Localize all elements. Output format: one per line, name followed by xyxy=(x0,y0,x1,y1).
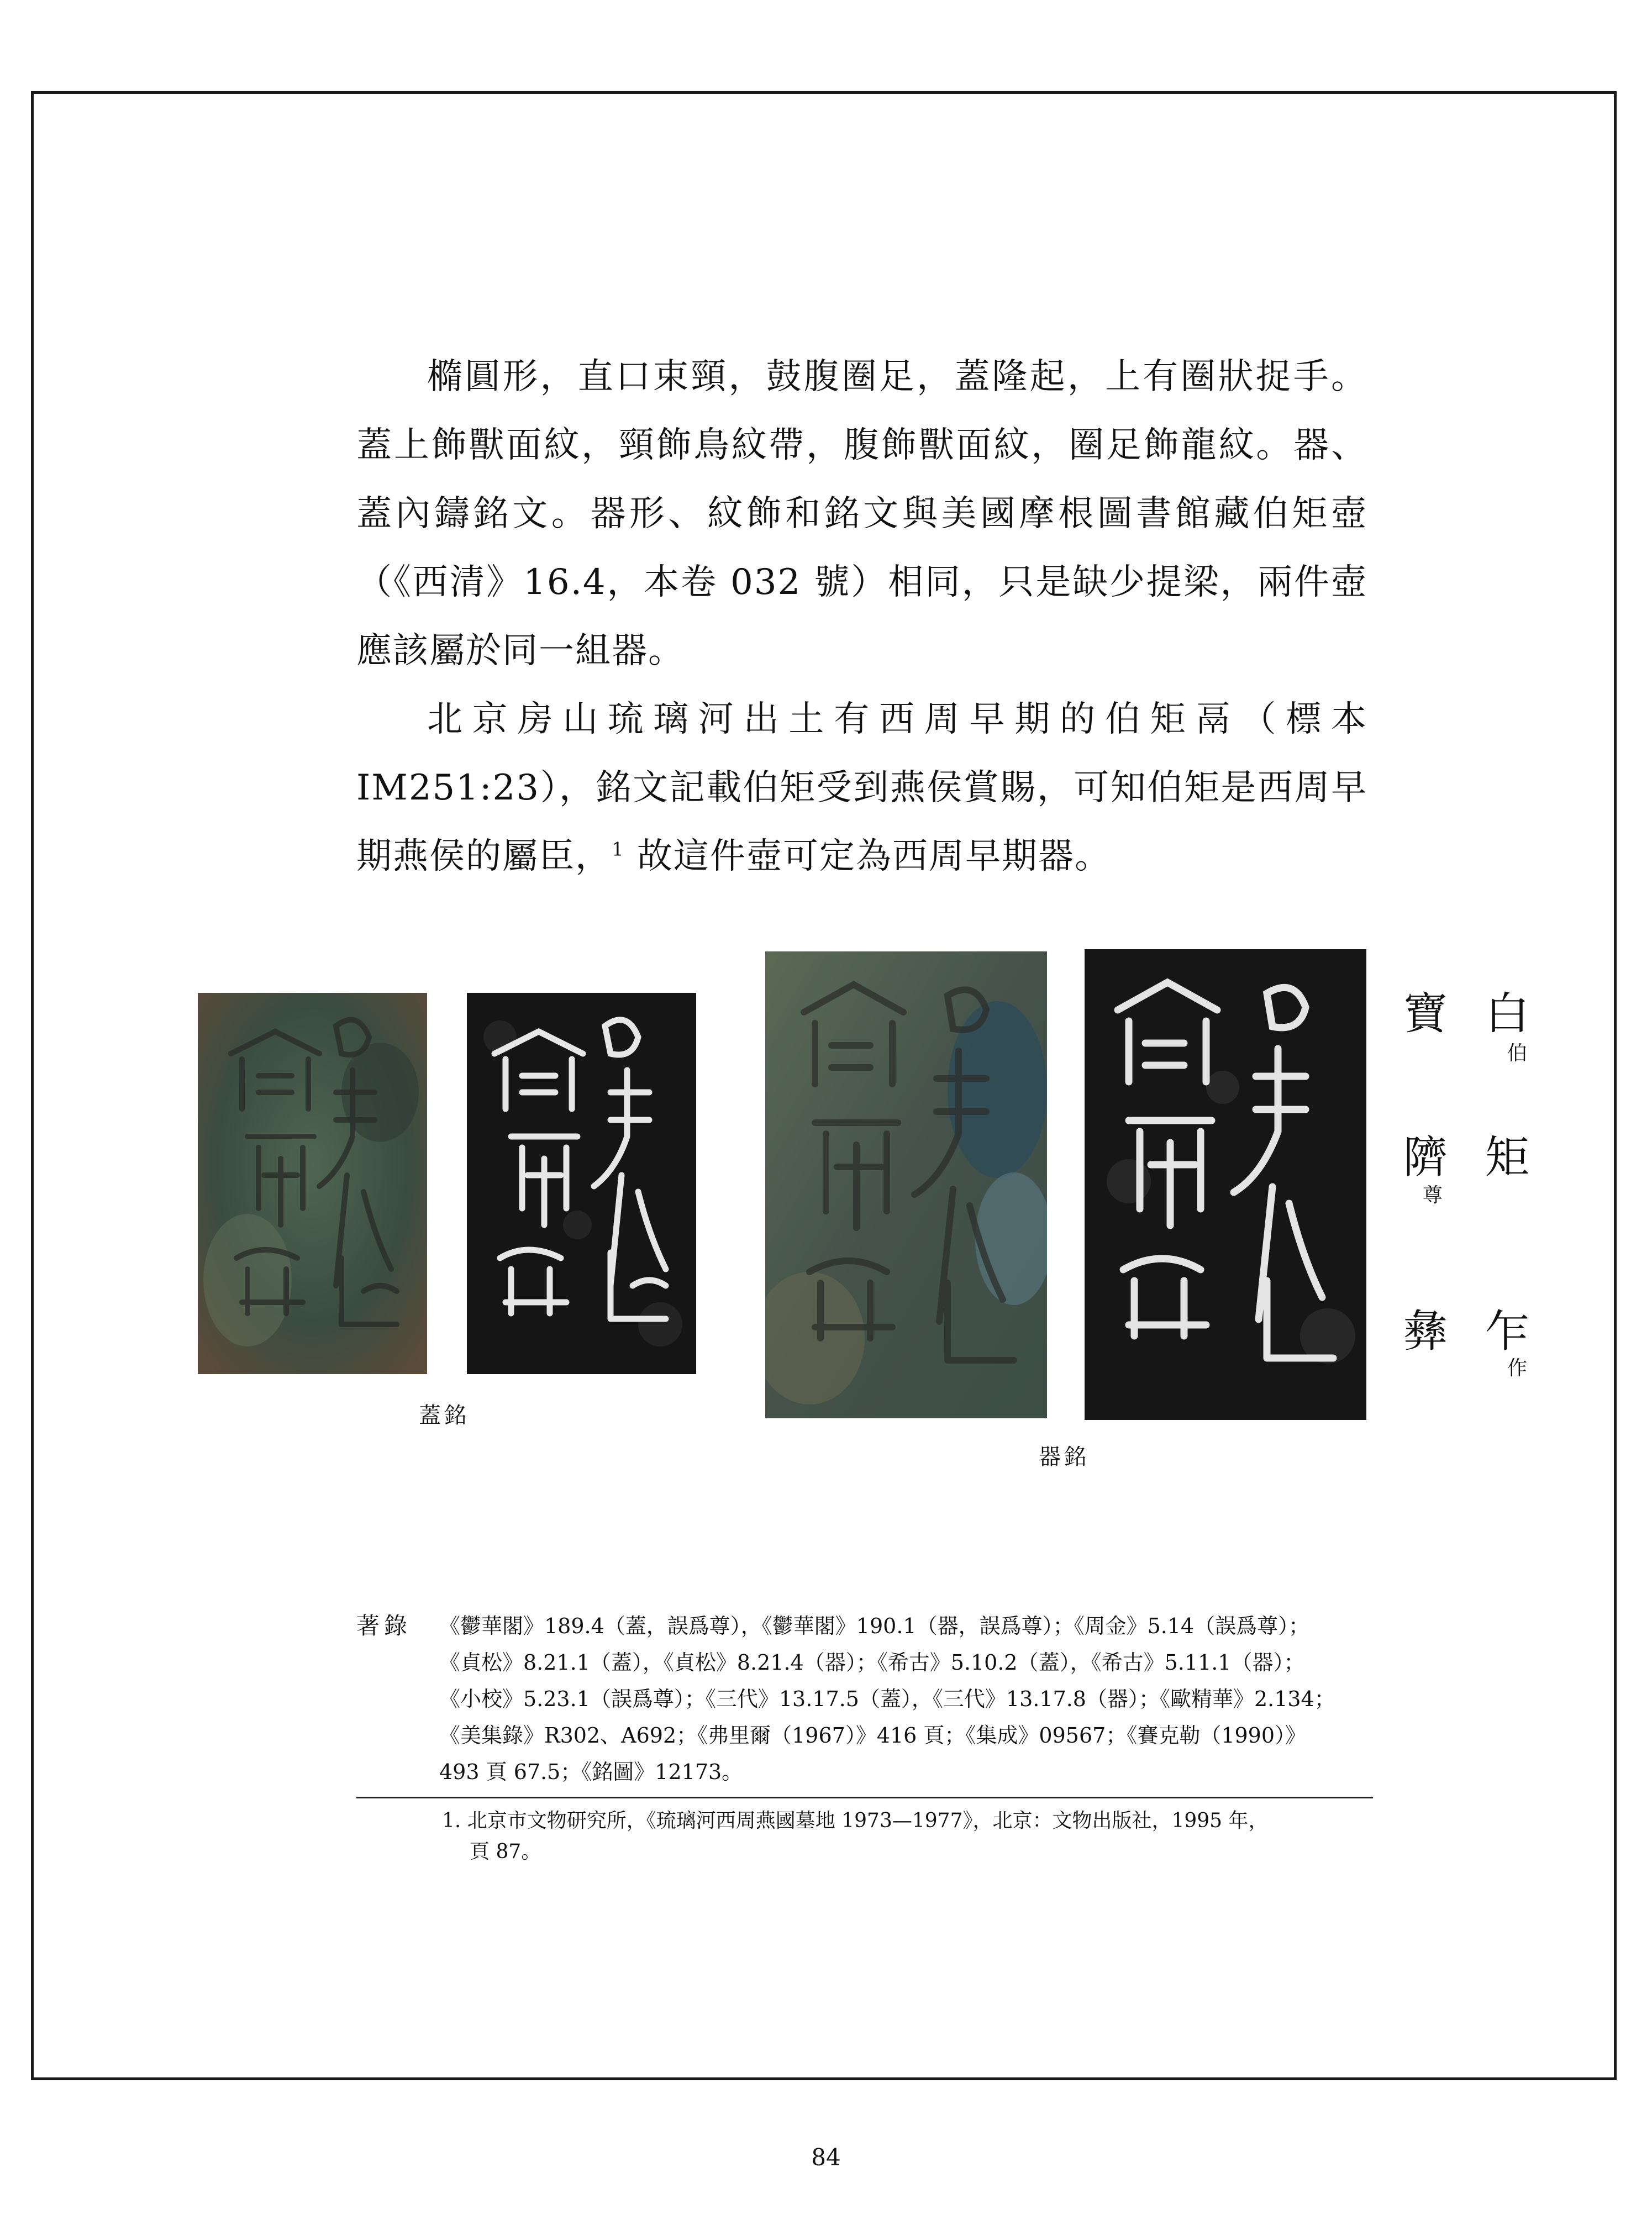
paragraph-2-text-end: 故這件壺可定為西周早期器。 xyxy=(624,836,1111,877)
paragraph-2 xyxy=(356,685,1367,891)
transcription-modern: 作 xyxy=(1507,1357,1528,1380)
lid-inscription-photo xyxy=(198,993,427,1374)
lid-inscription-caption: 蓋銘 xyxy=(419,1403,470,1428)
page-number: 84 xyxy=(811,2144,841,2171)
footnote-divider xyxy=(356,1797,1373,1798)
footnote-line: 頁 87。 xyxy=(470,1840,541,1863)
transcription-char: 乍 xyxy=(1485,1306,1529,1357)
transcription-char: 白 xyxy=(1485,988,1529,1039)
transcription-modern: 尊 xyxy=(1423,1184,1443,1207)
transcription-char: 寶 xyxy=(1403,988,1448,1039)
footnote xyxy=(442,1806,1376,1867)
vessel-inscription-photo xyxy=(765,951,1047,1418)
footnote-line: 1. 北京市文物研究所，《琉璃河西周燕國墓地 1973—1977》，北京：文物出版社，1995 年， xyxy=(442,1809,1269,1832)
paragraph-1: 橢圓形，直口束頸，鼓腹圈足，蓋隆起，上有圈狀捉手。蓋上飾獸面紋，頸飾鳥紋帶，腹飾獸面紋，圈足飾龍紋。器、蓋內鑄銘文。器形、紋飾和銘文與美國摩根圖書館藏伯矩壺（《西清》16.4，本卷 032 號）相同，只是缺少提梁，兩件壺應該屬於同一組器。 xyxy=(356,356,1367,671)
bibliography-label: 著錄 xyxy=(356,1612,412,1639)
footnote-ref: 1 xyxy=(612,838,625,861)
bibliography-line: 493 頁 67.5；《銘圖》12173。 xyxy=(439,1760,743,1784)
transcription-char: 矩 xyxy=(1485,1132,1529,1183)
lid-inscription-rubbing xyxy=(467,993,696,1374)
bibliography-line: 《小校》5.23.1（誤爲尊）；《三代》13.17.5（蓋），《三代》13.17.8（器）；《歐精華》2.134； xyxy=(439,1687,1335,1711)
transcription-char: 彝 xyxy=(1403,1306,1448,1357)
transcription-char: 隮 xyxy=(1403,1132,1448,1183)
vessel-inscription-caption: 器銘 xyxy=(1039,1444,1090,1470)
vessel-inscription-rubbing xyxy=(1085,949,1366,1420)
bibliography-entries xyxy=(439,1608,1373,1790)
bibliography-line: 《美集錄》R302、A692；《弗里爾（1967）》416 頁；《集成》09567；《賽克勒（1990）》 xyxy=(439,1723,1307,1748)
body-text xyxy=(356,343,1367,891)
bibliography-line: 《鬱華閣》189.4（蓋，誤爲尊），《鬱華閣》190.1（器，誤爲尊）；《周金》5.14（誤爲尊）； xyxy=(439,1614,1310,1638)
paragraph-2-text: 北京房山琉璃河出土有西周早期的伯矩鬲（標本 IM251:23），銘文記載伯矩受到燕侯賞賜，可知伯矩是西周早期燕侯的屬臣， xyxy=(356,699,1367,877)
transcription-modern: 伯 xyxy=(1507,1042,1528,1065)
bibliography-line: 《貞松》8.21.1（蓋），《貞松》8.21.4（器）；《希古》5.10.2（蓋），《希古》5.11.1（器）； xyxy=(439,1650,1305,1675)
